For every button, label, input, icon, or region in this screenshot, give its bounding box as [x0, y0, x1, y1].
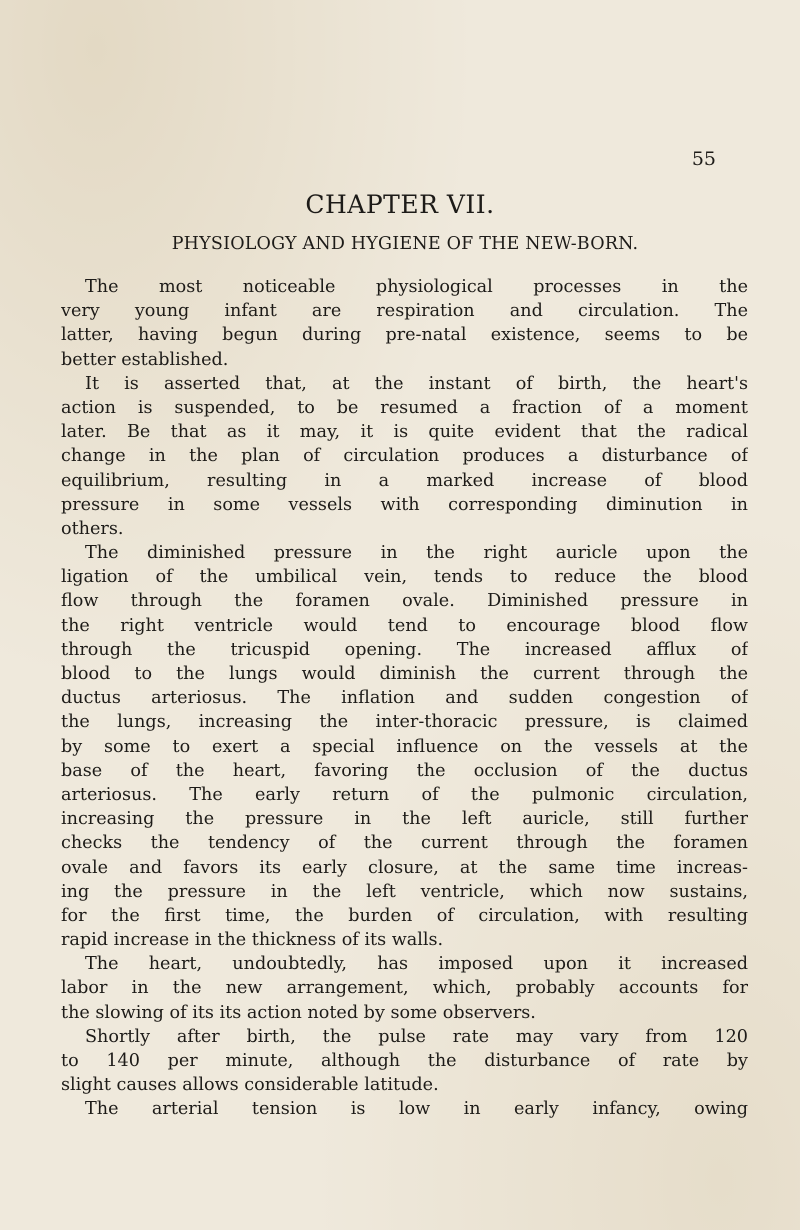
text-line: the lungs, increasing the inter-thoracic pressure, is claimed	[61, 712, 748, 733]
text-line: flow through the foramen ovale. Diminished pressure in	[61, 591, 748, 612]
text-line: very young infant are respiration and circulation. The	[61, 301, 748, 322]
text-line: action is suspended, to be resumed a fraction of a moment	[61, 397, 748, 418]
text-line: pressure in some vessels with corresponding diminution in	[61, 494, 748, 515]
text-line: increasing the pressure in the left auricle, still further	[61, 809, 748, 830]
text-line: slight causes allows considerable latitude.	[61, 1075, 439, 1096]
text-line: change in the plan of circulation produces a disturbance of	[61, 446, 748, 467]
text-line: for the first time, the burden of circulation, with resulting	[61, 905, 748, 926]
text-line: It is asserted that, at the instant of birth, the heart's	[85, 373, 748, 394]
body-text	[61, 275, 748, 1122]
text-line: blood to the lungs would diminish the current through the	[61, 664, 748, 684]
text-line: The most noticeable physiological processes in the	[85, 277, 748, 297]
text-line: base of the heart, favoring the occlusion of the ductus	[61, 760, 748, 781]
paragraph	[61, 1025, 748, 1098]
text-line: by some to exert a special influence on the vessels at the	[61, 736, 748, 757]
paragraph	[61, 1097, 748, 1121]
text-line: rapid increase in the thickness of its walls.	[61, 930, 444, 951]
text-line: checks the tendency of the current through the foramen	[61, 833, 748, 854]
text-line: The diminished pressure in the right auricle upon the	[85, 543, 748, 564]
paragraph	[61, 541, 748, 952]
text-line: labor in the new arrangement, which, probably accounts for	[61, 978, 748, 999]
paragraph	[61, 372, 748, 541]
text-line: latter, having begun during pre-natal existence, seems to be	[61, 325, 748, 346]
paragraph	[61, 275, 748, 372]
page-number: 55	[691, 148, 716, 170]
paragraph	[61, 952, 748, 1025]
chapter-title: CHAPTER VII.	[305, 190, 495, 219]
text-line: better established.	[61, 349, 229, 370]
text-line: equilibrium, resulting in a marked increase of blood	[61, 470, 748, 491]
text-line: ligation of the umbilical vein, tends to reduce the blood	[61, 567, 748, 588]
text-line: ovale and favors its early closure, at the same time increas-	[61, 857, 748, 878]
text-line: arteriosus. The early return of the pulmonic circulation,	[61, 784, 748, 805]
text-line: the right ventricle would tend to encourage blood flow	[61, 615, 748, 636]
section-title: PHYSIOLOGY AND HYGIENE OF THE NEW-BORN.	[171, 234, 639, 254]
text-line: later. Be that as it may, it is quite evident that the radical	[61, 422, 748, 443]
text-line: Shortly after birth, the pulse rate may vary from 120	[85, 1026, 748, 1047]
text-line: ductus arteriosus. The inflation and sudden congestion of	[61, 688, 748, 709]
text-line: The heart, undoubtedly, has imposed upon it increased	[85, 954, 748, 975]
text-line: through the tricuspid opening. The increased afflux of	[61, 639, 748, 660]
text-line: ing the pressure in the left ventricle, which now sustains,	[61, 881, 748, 902]
text-line: the slowing of its its action noted by some observers.	[61, 1002, 536, 1023]
text-line: to 140 per minute, although the disturbance of rate by	[61, 1051, 748, 1071]
text-line: The arterial tension is low in early infancy, owing	[85, 1099, 748, 1120]
text-line: others.	[61, 518, 124, 539]
